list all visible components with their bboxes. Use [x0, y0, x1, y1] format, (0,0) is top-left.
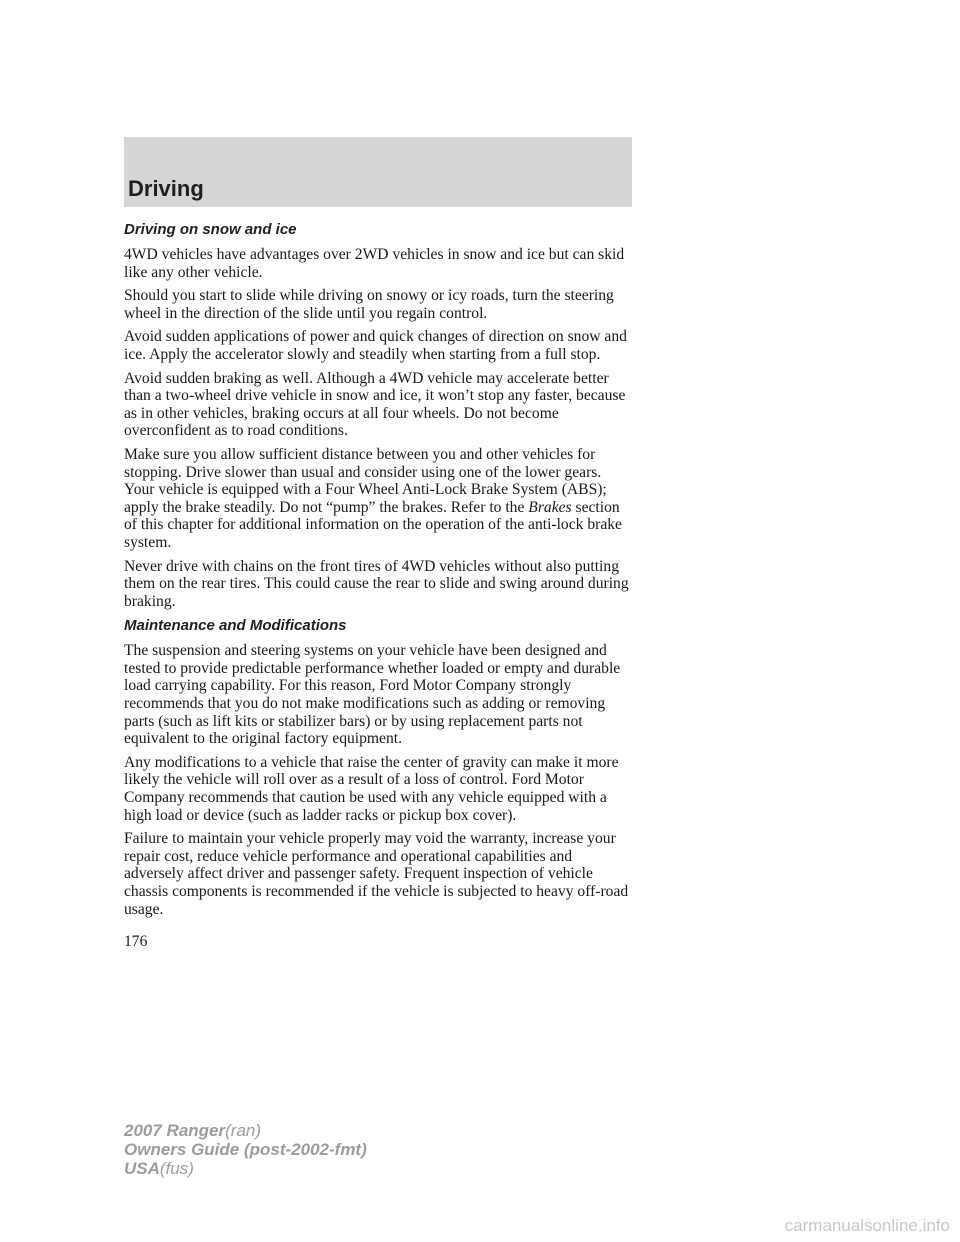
- footer-line-model: 2007 Ranger(ran): [124, 1121, 262, 1140]
- paragraph: Should you start to slide while driving on snowy or icy roads, turn the steering wheel in the direction of the slide until you regain control.: [124, 287, 614, 322]
- section-title: Driving: [128, 176, 204, 201]
- paragraph-text: section of this chapter for additional information on the operation of the anti-lock brake system.: [124, 498, 622, 551]
- paragraph: Failure to maintain your vehicle properly may void the warranty, increase your repair cost, reduce vehicle performance and operational capabilities and adversely affect driver and passenger safety. Frequent inspection of vehicle chassis components is recommended if the vehicle is subjected to heavy off-road usage.: [124, 830, 629, 918]
- paragraph-brakes-reference: [124, 446, 634, 552]
- footer-line-region: USA(fus): [124, 1159, 194, 1178]
- paragraph: The suspension and steering systems on your vehicle have been designed and tested to provide predictable performance whether loaded or empty and durable load carrying capability. For this reason, Ford Motor Company strongly recommends that you do not make modifications such as adding or removing parts (such as lift kits or stabilizer bars) or by using replacement parts not equivalent to the original factory equipment.: [124, 642, 621, 748]
- paragraph: Avoid sudden applications of power and quick changes of direction on snow and ice. Apply the accelerator slowly and steadily when starting from a full stop.: [124, 328, 627, 363]
- brakes-reference: Brakes: [528, 498, 572, 516]
- paragraph: Never drive with chains on the front tires of 4WD vehicles without also putting them on the rear tires. This could cause the rear to slide and swing around during braking.: [124, 557, 629, 610]
- document-footer: [124, 1121, 367, 1178]
- paragraph: Avoid sudden braking as well. Although a 4WD vehicle may accelerate better than a two-wheel drive vehicle in snow and ice, it won’t stop any faster, because as in other vehicles, braking occurs at all four wheels. Do not become overconfident as to road conditions.: [124, 369, 626, 440]
- watermark: carmanualsonline.info: [784, 1216, 950, 1235]
- page-content: [124, 220, 634, 924]
- heading-driving-on-snow-and-ice: Driving on snow and ice: [124, 221, 297, 238]
- paragraph: Any modifications to a vehicle that raise the center of gravity can make it more likely the vehicle will roll over as a result of a loss of control. Ford Motor Company recommends that caution be used with any vehicle equipped with a high load or device (such as ladder racks or pickup box cover).: [124, 753, 619, 824]
- footer-line-guide: Owners Guide (post-2002-fmt): [124, 1140, 367, 1159]
- page-number: 176: [124, 933, 148, 950]
- heading-maintenance-and-modifications: Maintenance and Modifications: [124, 617, 347, 635]
- paragraph-text: Make sure you allow sufficient distance between you and other vehicles for stopping. Drive slower than usual and consider using one of the lower gears. Your vehicle is equipped with a Four Wheel Anti-Lock Brake System (ABS); apply the brake steadily. Do not “pump” the brakes. Refer to the: [124, 445, 607, 516]
- paragraph: 4WD vehicles have advantages over 2WD vehicles in snow and ice but can skid like any other vehicle.: [124, 246, 625, 281]
